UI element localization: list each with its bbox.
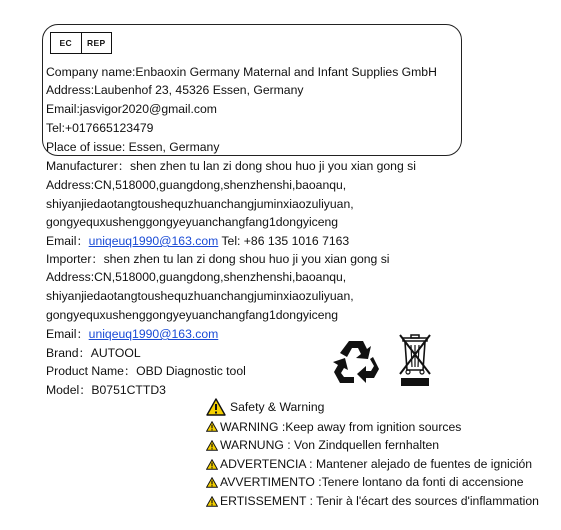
warning-row-it bbox=[206, 473, 539, 492]
warning-triangle-icon bbox=[206, 421, 218, 432]
importer-name: Importer：shen zhen tu lan zi dong shou huo ji you xian gong si bbox=[46, 252, 390, 266]
importer-email-label: Email： bbox=[46, 327, 89, 341]
warning-text-en: WARNING :Keep away from ignition sources bbox=[220, 419, 462, 434]
safety-warning-block bbox=[206, 398, 539, 511]
manufacturer-address-line-3: gongyequxushenggongyeyuanchangfang1dongyiceng bbox=[46, 215, 339, 229]
product-name: Product Name：OBD Diagnostic tool bbox=[46, 364, 246, 378]
manufacturer-name: Manufacturer：shen zhen tu lan zi dong shou huo ji you xian gong si bbox=[46, 159, 416, 173]
warning-text-fr: ERTISSEMENT : Tenir à l'écart des sources d'inflammation bbox=[220, 493, 539, 508]
warning-triangle-icon bbox=[206, 398, 226, 416]
warning-text-es: ADVERTENCIA : Mantener alejado de fuentes de ignición bbox=[220, 456, 533, 471]
eu-place-of-issue: Place of issue: Essen, Germany bbox=[46, 140, 220, 154]
importer-address-line-2: shiyanjiedaotangtoushequzhuanchangjuminxiaozuliyuan, bbox=[46, 289, 354, 303]
manufacturer-address-line-1: Address:CN,518000,guangdong,shenzhenshi,baoanqu, bbox=[46, 178, 347, 192]
importer-address-line-3: gongyequxushenggongyeyuanchangfang1dongyiceng bbox=[46, 308, 339, 322]
warning-row-de bbox=[206, 436, 539, 455]
warning-row-en bbox=[206, 418, 539, 437]
warning-triangle-icon bbox=[206, 440, 218, 451]
importer-contact bbox=[46, 325, 218, 343]
manufacturer-email-link[interactable]: uniqeuq1990@163.com bbox=[88, 234, 219, 248]
importer-email-link[interactable]: uniqeuq1990@163.com bbox=[88, 327, 219, 341]
importer-address-line-1: Address:CN,518000,guangdong,shenzhenshi,baoanqu, bbox=[46, 270, 347, 284]
warning-row-fr bbox=[206, 492, 539, 511]
weee-crossed-bin-icon bbox=[397, 332, 433, 387]
warning-triangle-icon bbox=[206, 477, 218, 488]
ec-label: EC bbox=[59, 38, 72, 48]
safety-warning-title: Safety & Warning bbox=[230, 400, 325, 414]
manufacturer-contact bbox=[46, 232, 349, 250]
rep-label: REP bbox=[81, 33, 112, 53]
eu-address: Address:Laubenhof 23, 45326 Essen, Germany bbox=[46, 83, 304, 97]
eu-company-name: Company name:Enbaoxin Germany Maternal and Infant Supplies GmbH bbox=[46, 65, 437, 79]
eu-email: Email:jasvigor2020@gmail.com bbox=[46, 102, 217, 116]
warning-triangle-icon bbox=[206, 496, 218, 507]
eu-tel: Tel:+017665123479 bbox=[46, 121, 154, 135]
ec-rep-label bbox=[50, 32, 112, 54]
warning-text-de: WARNUNG : Von Zindquellen fernhalten bbox=[220, 438, 440, 453]
manufacturer-tel: Tel: +86 135 1016 7163 bbox=[218, 234, 350, 248]
recycle-icon bbox=[332, 338, 380, 384]
warning-row-es bbox=[206, 455, 539, 474]
model: Model：B0751CTTD3 bbox=[46, 383, 166, 397]
safety-warning-title-row bbox=[206, 398, 539, 417]
brand: Brand：AUTOOL bbox=[46, 346, 141, 360]
manufacturer-address-line-2: shiyanjiedaotangtoushequzhuanchangjuminxiaozuliyuan, bbox=[46, 197, 354, 211]
warning-text-it: AVVERTIMENTO :Tenere lontano da fonti di accensione bbox=[220, 475, 524, 490]
manufacturer-email-label: Email： bbox=[46, 234, 89, 248]
warning-triangle-icon bbox=[206, 459, 218, 470]
